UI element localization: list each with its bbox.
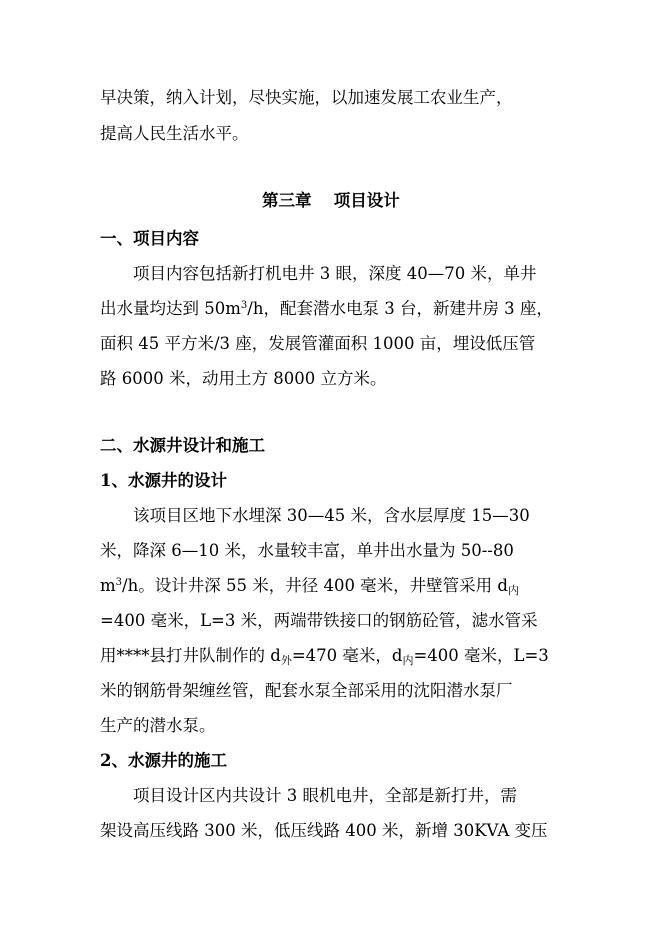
intro-line-2: 提高人民生活水平。 bbox=[100, 124, 249, 143]
sub1-line-3b: /h。设计井深 55 米，井径 400 毫米，井壁管采用 d bbox=[122, 576, 508, 595]
sub2-line-1: 项目设计区内共设计 3 眼机电井，全部是新打井，需 bbox=[133, 786, 517, 805]
sub1-line-5 bbox=[100, 646, 549, 668]
section1-heading: 一、项目内容 bbox=[100, 229, 199, 248]
superscript-3: 3 bbox=[240, 300, 248, 311]
subscript-inner: 内 bbox=[508, 584, 519, 597]
section1-line-1: 项目内容包括新打机电井 3 眼，深度 40—70 米，单井 bbox=[133, 264, 537, 283]
sub2-line-2: 架设高压线路 300 米，低压线路 400 米，新增 30KVA 变压 bbox=[100, 821, 548, 840]
sub1-heading: 1、水源井的设计 bbox=[100, 471, 227, 490]
sub1-line-5c: =400 毫米，L=3 bbox=[413, 646, 549, 665]
sub1-line-3 bbox=[100, 576, 519, 599]
sub1-line-5a: 用****县打井队制作的 d bbox=[100, 646, 281, 665]
sub1-line-3a: m bbox=[100, 576, 116, 595]
sub1-line-2: 米，降深 6—10 米，水量较丰富，单井出水量为 50--80 bbox=[100, 541, 514, 560]
subscript-inner-2: 内 bbox=[402, 654, 414, 667]
intro-line-1: 早决策，纳入计划，尽快实施，以加速发展工农业生产， bbox=[100, 88, 513, 107]
section2-heading: 二、水源井设计和施工 bbox=[100, 436, 265, 455]
subscript-outer: 外 bbox=[280, 654, 292, 667]
superscript-3b: 3 bbox=[115, 577, 123, 588]
sub1-line-7: 生产的潜水泵。 bbox=[100, 716, 216, 735]
section1-line-2a: 出水量均达到 50m bbox=[100, 299, 241, 318]
sub1-line-1: 该项目区地下水埋深 30—45 米，含水层厚度 15—30 bbox=[133, 506, 530, 525]
sub1-line-5b: =470 毫米，d bbox=[291, 646, 403, 665]
section1-line-4: 路 6000 米，动用土方 8000 立方米。 bbox=[100, 369, 387, 388]
sub2-heading: 2、水源井的施工 bbox=[100, 751, 227, 770]
chapter-title: 第三章 项目设计 bbox=[262, 191, 400, 210]
section1-line-2b: /h，配套潜水电泵 3 台，新建井房 3 座， bbox=[247, 299, 553, 318]
sub1-line-6: 米的钢筋骨架缠丝管，配套水泵全部采用的沈阳潜水泵厂 bbox=[100, 681, 513, 700]
sub1-line-4: =400 毫米，L=3 米，两端带铁接口的钢筋砼管，滤水管采 bbox=[100, 611, 538, 630]
section1-line-2 bbox=[100, 299, 553, 322]
section1-line-3: 面积 45 平方米/3 座，发展管灌面积 1000 亩，埋设低压管 bbox=[100, 334, 536, 353]
